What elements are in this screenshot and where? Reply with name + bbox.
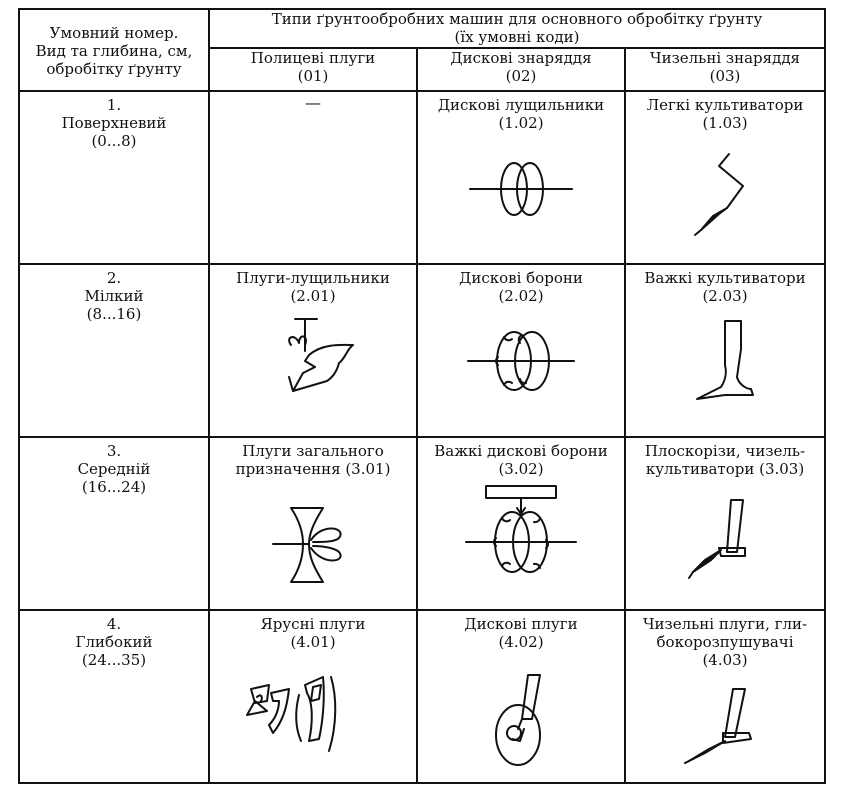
header-col-code: (02) xyxy=(505,66,537,85)
row-depth: (0...8) xyxy=(91,132,137,150)
row-depth: (16...24) xyxy=(81,478,147,496)
table-cell xyxy=(625,264,825,437)
header-col-code: (03) xyxy=(709,66,741,85)
header-top-text: Типи ґрунтообробних машин для основного обробітку ґрунту (їх умовні коди) xyxy=(271,10,763,46)
cell-code: (4.03) xyxy=(702,651,748,669)
heavy-cultivator-icon xyxy=(665,315,785,405)
row-number: 1. xyxy=(106,96,122,114)
cell-label: Важкі дискові борони xyxy=(434,442,608,460)
cell-code: (2.01) xyxy=(290,287,336,305)
row-type: Мілкий xyxy=(84,287,144,305)
machines-table xyxy=(18,8,826,784)
cell-label: Легкі культиватори xyxy=(646,96,804,114)
flat-cutter-icon xyxy=(665,496,785,586)
header-col-code: (01) xyxy=(297,66,329,85)
disc-harrow-light-icon xyxy=(456,154,586,224)
cell-label: Ярусні плуги xyxy=(260,615,366,633)
row-label-cell xyxy=(19,264,209,437)
tiered-plow-icon xyxy=(233,671,393,761)
cell-code: (1.02) xyxy=(498,114,544,132)
general-plow-icon xyxy=(243,500,383,590)
header-col-chisels xyxy=(625,48,825,91)
table-cell xyxy=(625,610,825,783)
table-cell xyxy=(209,91,417,264)
heavy-disc-harrow-icon xyxy=(456,482,586,582)
header-col-plows xyxy=(209,48,417,91)
row-label-cell xyxy=(19,437,209,610)
chisel-plow-icon xyxy=(665,687,785,767)
cell-code: (4.01) xyxy=(290,633,336,651)
cell-label: Дискові лущильники xyxy=(437,96,605,114)
row-type: Глибокий xyxy=(75,633,153,651)
header-col-label: Дискові знаряддя xyxy=(450,48,592,67)
cell-label: Чизельні плуги, гли- бокорозпушувачі xyxy=(642,615,808,651)
cell-code: (2.02) xyxy=(498,287,544,305)
row-type: Поверхневий xyxy=(61,114,167,132)
header-col-discs xyxy=(417,48,625,91)
header-top-cell xyxy=(209,9,825,48)
table-row xyxy=(19,610,825,783)
cell-code: (1.03) xyxy=(702,114,748,132)
header-col-label: Полицеві плуги xyxy=(250,48,376,67)
table-cell xyxy=(417,437,625,610)
header-left-cell xyxy=(19,9,209,91)
table-cell xyxy=(209,610,417,783)
table-row xyxy=(19,91,825,264)
empty-dash: — xyxy=(305,93,321,112)
stubble-plow-icon xyxy=(243,315,383,405)
cell-label: Плуги-лущильники xyxy=(236,269,390,287)
cell-label: Плоскорізи, чизель- культиватори (3.03) xyxy=(644,442,806,478)
cell-code: (2.03) xyxy=(702,287,748,305)
row-number: 4. xyxy=(106,615,122,633)
row-label-cell xyxy=(19,91,209,264)
row-label-cell xyxy=(19,610,209,783)
row-type: Середній xyxy=(77,460,151,478)
cell-label: Дискові борони xyxy=(459,269,583,287)
disc-harrow-icon xyxy=(456,323,586,399)
header-left-text: Умовний номер. Вид та глибина, см, обробітку ґрунту xyxy=(35,24,193,78)
header-col-label: Чизельні знаряддя xyxy=(649,48,801,67)
table-cell xyxy=(417,91,625,264)
table-cell xyxy=(417,264,625,437)
cell-label: Плуги загального призначення (3.01) xyxy=(235,442,391,478)
table-row xyxy=(19,264,825,437)
row-depth: (8...16) xyxy=(86,305,142,323)
row-depth: (24...35) xyxy=(81,651,147,669)
row-number: 2. xyxy=(106,269,122,287)
cell-label: Дискові плуги xyxy=(464,615,578,633)
table-cell xyxy=(625,437,825,610)
cell-code: (4.02) xyxy=(498,633,544,651)
table-cell xyxy=(625,91,825,264)
table-cell xyxy=(209,264,417,437)
disc-plow-icon xyxy=(456,669,586,769)
cell-code: (3.02) xyxy=(498,460,544,478)
table-cell xyxy=(209,437,417,610)
cell-label: Важкі культиватори xyxy=(644,269,806,287)
table-cell xyxy=(417,610,625,783)
row-number: 3. xyxy=(106,442,122,460)
table-row xyxy=(19,437,825,610)
light-cultivator-icon xyxy=(665,150,785,240)
